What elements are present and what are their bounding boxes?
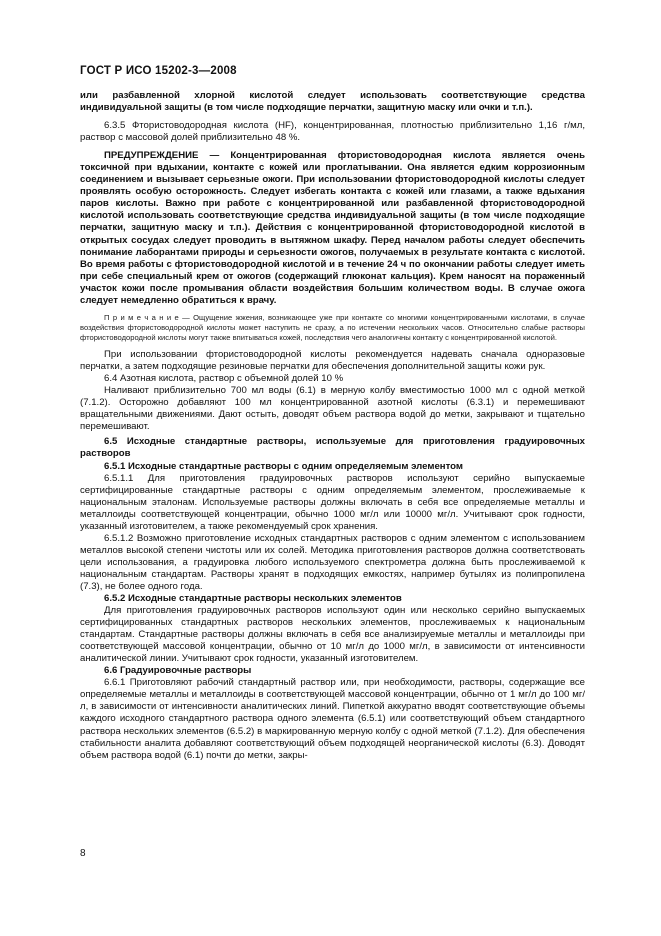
paragraph-6-3-5: 6.3.5 Фтористоводородная кислота (HF), концентрированная, плотностью приблизительно 1,16 г/мл, раствор с массовой долей приблизительно 48 %. [80,120,585,144]
paragraph-6-4-procedure: Наливают приблизительно 700 мл воды (6.1) в мерную колбу вместимостью 1000 мл с одной меткой (7.1.2). Осторожно добавляют 100 мл концентрированной азотной кислоты (6.3.1) и перемешивают вращательными движениями. Дают остыть, доводят объем раствора водой до метки, закрывают и тщательно перемешивают. [80,385,585,433]
paragraph-ppe-continuation: или разбавленной хлорной кислотой следует использовать соответствующие средства индивидуальной защиты (в том числе подходящие перчатки, защитную маску или очки и т.п.). [80,90,585,114]
warning-text: — Концентрированная фтористоводородная кислота является очень токсичной при вдыхании, контакте с кожей или проглатывании. Она является едким коррозионным соединением и вызывает серьезные ожоги. При использовании фтористоводородной кислоты следует проявлять особую осторожность. Следует избегать контакта с кожей или глазами, а также вдыхания паров кислоты. Важно при работе с концентрированной или разбавленной фтористоводородной кислотой использовать соответствующие средства индивидуальной защиты (в том числе подходящие перчатки, защитную маску и т.п.). Действия с концентрированной фтористоводородной кислотой в открытых сосудах следует проводить в вытяжном шкафу. Перед началом работы следует обеспечить понимание лаборантами природы и серьезности ожогов, получаемых в результате контакта с кислотой. Во время работы с фтористоводородной кислотой и в течение 24 ч по окончании работы следует иметь при себе специальный крем от ожогов (содержащий глюконат кальция). Крем наносят на пораженный участок кожи после промывания области воздействия большим количеством воды. В случае ожога следует немедленно обратиться к врачу. [80,150,585,306]
note-block [80,313,585,343]
page-number: 8 [80,848,86,859]
warning-label: ПРЕДУПРЕЖДЕНИЕ [104,150,199,162]
document-header: ГОСТ Р ИСО 15202-3—2008 [80,65,237,77]
paragraph-6-5-2: Для приготовления градуировочных растворов используют один или несколько серийно выпускаемых сертифицированных стандартных растворов нескольких элементов, прослеживаемых к национальным стандартам. Стандартные растворы должны включать в себя все анализируемые металлы и металлоиды при соответствующей массовой концентрации, обычно от 10 мг/л до 1000 мг/л, в зависимости от интенсивности аналитической линии. Учитывают срок годности, указанный изготовителем. [80,605,585,665]
document-body [80,90,585,762]
paragraph-6-5-1-2: 6.5.1.2 Возможно приготовление исходных стандартных растворов с одним элементом с использованием металлов высокой степени чистоты или их солей. Методика приготовления растворов должна соответствовать цели использования, а градуировка любого используемого спектрометра должна быть прослеживаемой к национальным стандартам. Растворы хранят в подходящих емкостях, например бутылях из полипропилена (7.3), не более одного года. [80,532,585,592]
heading-6-5: 6.5 Исходные стандартные растворы, используемые для приготовления градуировочных растворов [80,436,585,460]
paragraph-6-6-1: 6.6.1 Приготовляют рабочий стандартный раствор или, при необходимости, растворы, содержащие все определяемые металлы и металлоиды в соответствующей массовой концентрации, обычно от 1 мг/л до 100 мг/л, в зависимости от интенсивности аналитических линий. Пипеткой аккуратно вводят соответствующие объемы каждого исходного стандартного раствора одного элемента (6.5.1) или соответствующий объем стандартного раствора нескольких элементов (6.5.2) в маркированную мерную колбу с одной меткой (7.1.2). Для обеспечения стабильности аналита добавляют соответствующий объем подходящей неорганической кислоты (6.3). Доводят объем раствора водой (6.1) почти до метки, закры- [80,677,585,761]
paragraph-6-5-1-1: 6.5.1.1 Для приготовления градуировочных растворов используют серийно выпускаемые сертифицированные стандартные растворы с одним определяемым элементом, прослеживаемые к национальным эталонам. Используемые растворы должны включать в себя все определяемые металлы и металлоиды соответствующей концентрации, обычно 1000 мг/л или 10000 мг/л. Учитывают срок годности, указанный изготовителем, а также рекомендуемый срок хранения. [80,472,585,532]
heading-6-5-1: 6.5.1 Исходные стандартные растворы с одним определяемым элементом [104,460,463,472]
note-text: — Ощущение жжения, возникающее уже при контакте со многими концентрированными кислотами, в случае воздействия фтористоводородной кислоты может наступить не сразу, а по истечении нескольких часов. Относительно слабые растворы фтористоводородной кислоты могут также впитываться кожей, последствия чего аналогичны контакту с концентрированной кислотой. [80,312,585,342]
heading-6-6: 6.6 Градуировочные растворы [104,665,252,677]
warning-block [80,150,585,307]
paragraph-gloves: При использовании фтористоводородной кислоты рекомендуется надевать сначала одноразовые перчатки, а затем подходящие резиновые перчатки для обеспечения дополнительной защиты кожи рук. [80,349,585,373]
heading-6-4: 6.4 Азотная кислота, раствор с объемной долей 10 % [104,373,344,385]
heading-6-5-2: 6.5.2 Исходные стандартные растворы нескольких элементов [104,593,402,605]
note-label: П р и м е ч а н и е [104,312,179,322]
